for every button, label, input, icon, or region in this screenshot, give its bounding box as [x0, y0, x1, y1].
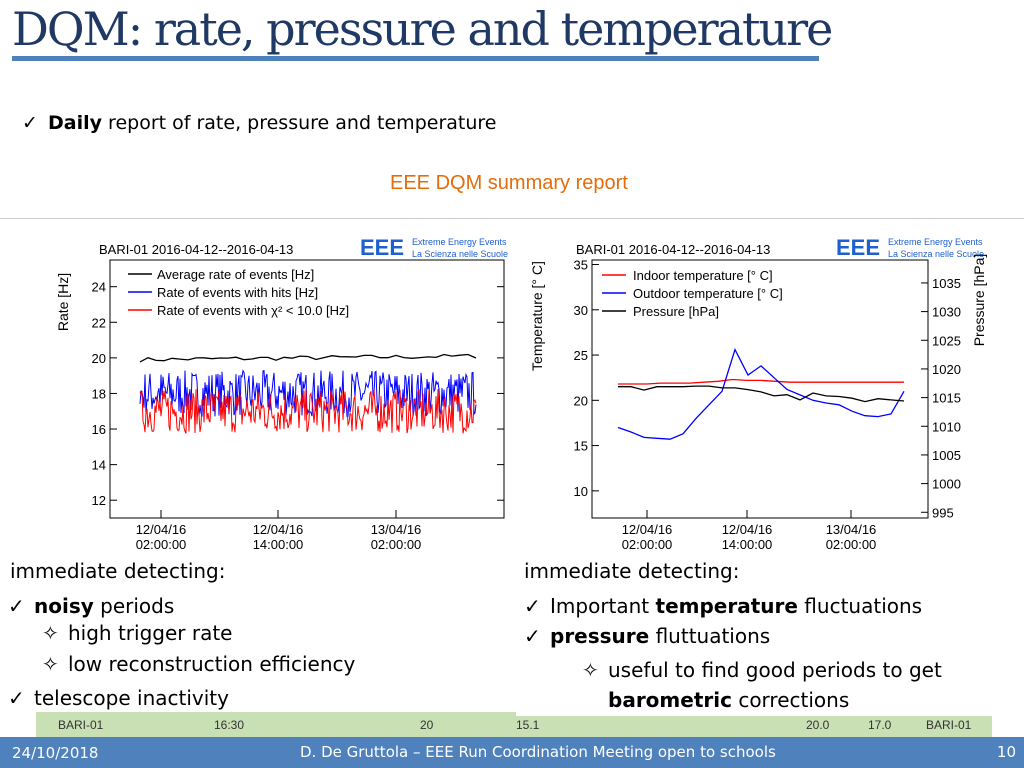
legend-label: Indoor temperature [° C] — [633, 268, 773, 283]
title-underline — [12, 56, 819, 61]
y-tick-label: 16 — [91, 422, 106, 438]
slide-title: DQM: rate, pressure and temperature — [12, 2, 832, 56]
logo-subtitle: La Scienza nelle Scuole — [888, 249, 985, 259]
y-tick-label: 25 — [573, 348, 588, 364]
y-tick-label: 22 — [91, 315, 106, 331]
star-bullet-icon: ✧ — [42, 621, 59, 645]
legend-label: Outdoor temperature [° C] — [633, 286, 783, 301]
eee-logo: EEE — [360, 235, 405, 260]
note-item — [524, 621, 770, 651]
y-right-tick-label: 1035 — [932, 275, 961, 291]
checkmark-icon: ✓ — [524, 594, 541, 618]
logo-subtitle: Extreme Energy Events — [412, 237, 507, 247]
y-tick-label: 35 — [573, 257, 588, 273]
left-notes — [0, 556, 512, 712]
sub-item — [608, 685, 849, 715]
divider — [0, 218, 1024, 219]
strip-cell: 15.1 — [516, 718, 540, 732]
y-tick-label: 14 — [91, 457, 106, 473]
y-right-tick-label: 1015 — [932, 390, 961, 406]
footer-bar — [0, 737, 1024, 768]
note-text: telescope inactivity — [34, 686, 229, 710]
page-number: 10 — [996, 743, 1016, 761]
y-tick-label: 12 — [91, 493, 106, 509]
x-tick-label: 13/04/16 — [825, 522, 877, 537]
legend-label: Average rate of events [Hz] — [157, 267, 315, 282]
sub-item — [582, 655, 942, 685]
x-tick-label: 14:00:00 — [252, 537, 304, 552]
report-title: EEE DQM summary report — [390, 172, 628, 194]
y-axis-label: Temperature [° C] — [529, 261, 545, 371]
rate-chart — [44, 232, 514, 557]
logo-subtitle: Extreme Energy Events — [888, 237, 983, 247]
sub-text: useful to find good periods to get — [608, 658, 942, 682]
checkmark-icon: ✓ — [524, 624, 541, 648]
temperature-pressure-chart-panel — [522, 232, 1000, 561]
sub-text: low reconstruction efficiency — [68, 652, 356, 676]
strip-cell: 20 — [420, 718, 434, 732]
note-text: Important — [550, 594, 656, 618]
rate-chart-panel — [44, 232, 514, 561]
intro-text: report of rate, pressure and temperature — [102, 112, 497, 134]
x-tick-label: 12/04/16 — [621, 522, 673, 537]
x-tick-label: 02:00:00 — [370, 537, 422, 552]
note-item — [8, 591, 174, 621]
note-text: periods — [93, 594, 175, 618]
strip-cell: 17.0 — [868, 718, 892, 732]
legend-label: Rate of events with χ² < 10.0 [Hz] — [157, 303, 350, 318]
note-bold: temperature — [655, 594, 798, 618]
y-tick-label: 15 — [573, 438, 588, 454]
x-tick-label: 13/04/16 — [370, 522, 422, 537]
y-right-tick-label: 1025 — [932, 333, 961, 349]
logo-subtitle: La Scienza nelle Scuole — [412, 249, 509, 259]
sub-item — [42, 618, 232, 648]
chart-title: BARI-01 2016-04-12--2016-04-13 — [99, 242, 294, 257]
y-right-tick-label: 1005 — [932, 447, 961, 463]
y-right-tick-label: 1020 — [932, 361, 961, 377]
y-tick-label: 24 — [91, 279, 106, 295]
y-tick-label: 30 — [573, 302, 588, 318]
strip-cell: 20.0 — [806, 718, 830, 732]
y-tick-label: 10 — [573, 483, 588, 499]
y-right-tick-label: 1000 — [932, 476, 961, 492]
sub-item — [42, 649, 355, 679]
x-tick-label: 12/04/16 — [721, 522, 773, 537]
y-right-tick-label: 1010 — [932, 419, 961, 435]
strip-cell: BARI-01 — [58, 718, 104, 732]
star-bullet-icon: ✧ — [42, 652, 59, 676]
x-tick-label: 02:00:00 — [621, 537, 673, 552]
chart-title: BARI-01 2016-04-12--2016-04-13 — [576, 242, 771, 257]
x-tick-label: 14:00:00 — [721, 537, 773, 552]
temperature-pressure-chart — [522, 232, 1000, 557]
intro-line — [22, 112, 496, 134]
note-item — [524, 591, 922, 621]
note-bold: barometric — [608, 688, 732, 712]
x-tick-label: 02:00:00 — [135, 537, 187, 552]
intro-bold: Daily — [48, 112, 103, 134]
legend-label: Rate of events with hits [Hz] — [157, 285, 319, 300]
notes-heading: immediate detecting: — [524, 559, 740, 583]
y-right-tick-label: 995 — [932, 505, 954, 521]
footer-center: D. De Gruttola – EEE Run Coordination Meeting open to schools — [300, 743, 776, 761]
notes-heading: immediate detecting: — [10, 559, 226, 583]
note-bold: noisy — [34, 594, 94, 618]
strip-cell: BARI-01 — [926, 718, 972, 732]
x-tick-label: 02:00:00 — [825, 537, 877, 552]
legend-label: Pressure [hPa] — [633, 304, 719, 319]
checkmark-icon: ✓ — [8, 686, 25, 710]
y-axis-right-label: Pressure [hPa] — [971, 253, 987, 347]
y-right-tick-label: 1030 — [932, 304, 961, 320]
footer-date: 24/10/2018 — [12, 744, 99, 762]
y-tick-label: 20 — [573, 393, 588, 409]
checkmark-icon: ✓ — [22, 112, 38, 134]
y-tick-label: 18 — [91, 386, 106, 402]
x-tick-label: 12/04/16 — [252, 522, 304, 537]
sub-text: corrections — [731, 688, 850, 712]
note-bold: pressure — [550, 624, 650, 648]
star-bullet-icon: ✧ — [582, 658, 599, 682]
x-tick-label: 12/04/16 — [135, 522, 187, 537]
y-axis-label: Rate [Hz] — [55, 272, 71, 332]
note-text: fluctuations — [797, 594, 923, 618]
eee-logo: EEE — [836, 235, 881, 260]
strip-cell: 16:30 — [214, 718, 245, 732]
checkmark-icon: ✓ — [8, 594, 25, 618]
right-notes — [516, 556, 1024, 716]
note-item — [8, 683, 229, 713]
note-text: fluttuations — [649, 624, 771, 648]
sub-text: high trigger rate — [68, 621, 233, 645]
y-tick-label: 20 — [91, 350, 106, 366]
